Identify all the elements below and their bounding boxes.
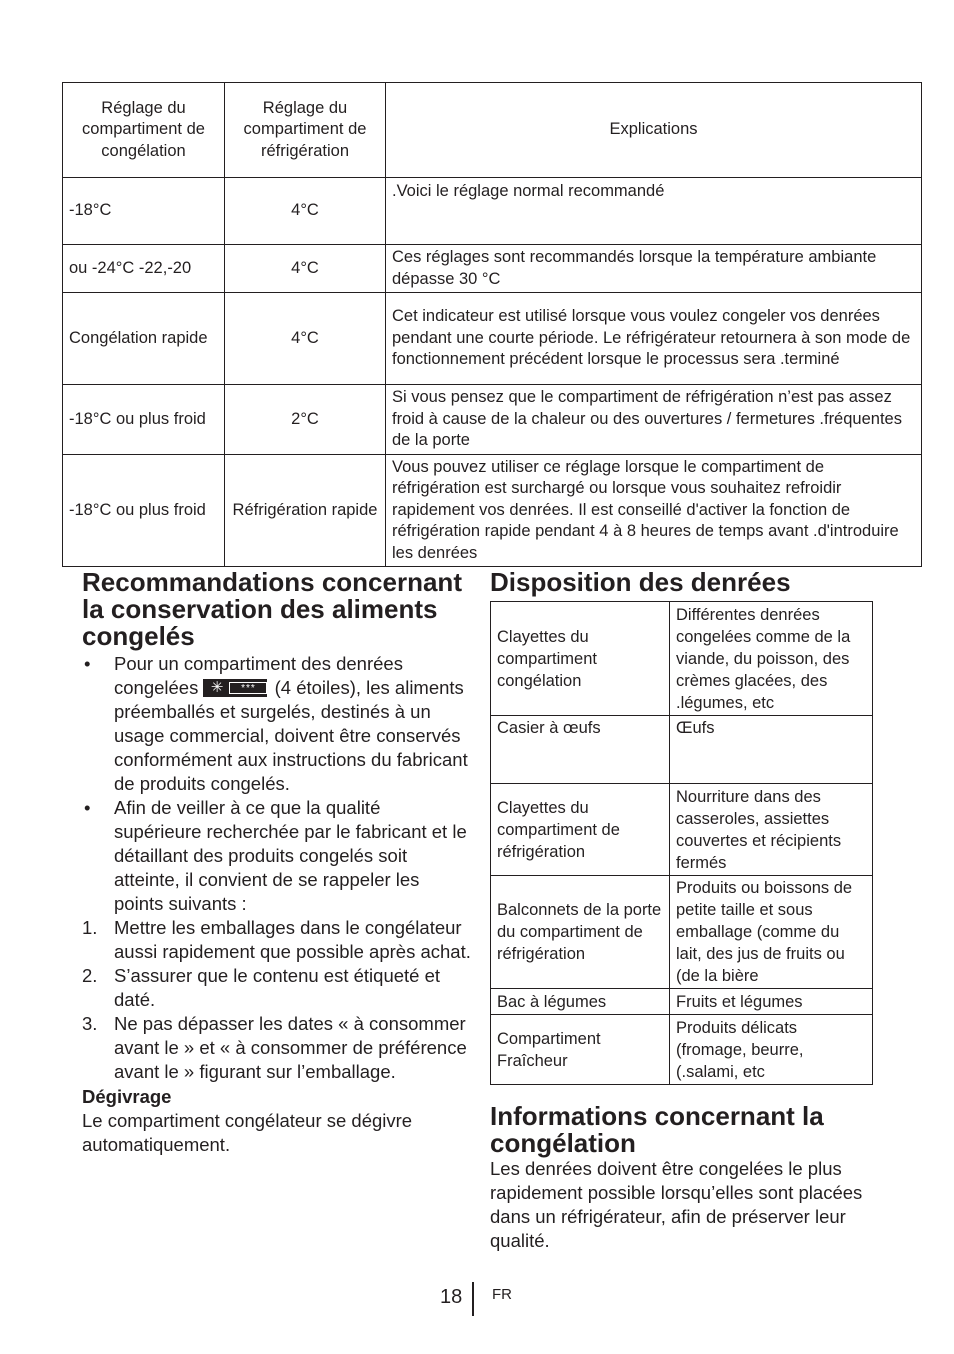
step-number: 2.: [82, 965, 98, 986]
step-text: S’assurer que le contenu est étiqueté et daté.: [114, 965, 441, 1010]
freezer-setting-cell: Congélation rapide: [63, 293, 225, 385]
bullet-marker: •: [84, 653, 91, 674]
placement-table: [490, 601, 873, 1085]
table-row: [491, 716, 873, 784]
table-row: [491, 784, 873, 876]
explanation-cell: Vous pouvez utiliser ce réglage lorsque le compartiment de réfrigération est surchargé ou lorsque vous souhaitez refroidir rapidement vos denrées. Il est conseillé d'activer la fonction de réfrigération rapide pendant 4 à 8 heures de temps avant .d'introduire les denrées: [386, 455, 922, 567]
list-item: [82, 916, 472, 964]
food-cell: Fruits et légumes: [670, 989, 873, 1015]
header-fridge-setting: Réglage du compartiment de réfrigération: [225, 83, 386, 178]
fridge-setting-cell: 4°C: [225, 245, 386, 293]
freezing-info-title: Informations concernant la congélation: [490, 1101, 824, 1158]
food-cell: Œufs: [670, 716, 873, 784]
explanation-cell: Cet indicateur est utilisé lorsque vous voulez congeler vos denrées pendant une courte période. Le réfrigérateur retournera à son mode de fonctionnement précédent lorsque le processus sera .terminé: [386, 293, 922, 385]
freezing-info-text: Les denrées doivent être congelées le plus rapidement possible lorsqu’elles sont placées dans un réfrigérateur, afin de préserver leur qualité.: [490, 1158, 863, 1251]
placement-section: [490, 569, 880, 1253]
compartment-cell: Clayettes du compartiment congélation: [491, 602, 670, 716]
table-row: [491, 989, 873, 1015]
freezer-setting-cell: -18°C ou plus froid: [63, 385, 225, 455]
compartment-cell: Bac à légumes: [491, 989, 670, 1015]
stars-label: ***: [229, 682, 267, 694]
table-row: [491, 1015, 873, 1085]
table-row: [63, 455, 922, 567]
freezer-setting-cell: ou -24°C -22,-20: [63, 245, 225, 293]
step-number: 3.: [82, 1013, 98, 1034]
table-row: [63, 293, 922, 385]
compartment-cell: Balconnets de la porte du compartiment de réfrigération: [491, 876, 670, 989]
defrost-title: Dégivrage: [82, 1086, 172, 1107]
fridge-setting-cell: 4°C: [225, 293, 386, 385]
list-item: [82, 964, 472, 1012]
freezer-setting-cell: -18°C ou plus froid: [63, 455, 225, 567]
list-item: [82, 652, 472, 796]
bullet2-text: Afin de veiller à ce que la qualité supérieure recherchée par le fabricant et le détaillant des produits congelés soit atteinte, il convient de se rappeler les points suivants :: [114, 797, 467, 914]
table-row: [63, 385, 922, 455]
settings-header-row: [63, 83, 922, 178]
compartment-cell: Compartiment Fraîcheur: [491, 1015, 670, 1085]
table-row: [491, 602, 873, 716]
step-number: 1.: [82, 917, 98, 938]
recommendations-section: [82, 569, 472, 1157]
compartment-cell: Casier à œufs: [491, 716, 670, 784]
fridge-setting-cell: Réfrigération rapide: [225, 455, 386, 567]
header-explanations: Explications: [386, 83, 922, 178]
food-cell: Différentes denrées congelées comme de la viande, du poisson, des crèmes glacées, des .légumes, etc: [670, 602, 873, 716]
list-item: [82, 796, 472, 916]
placement-title: Disposition des denrées: [490, 567, 791, 597]
footer-divider: [472, 1282, 474, 1316]
recommendations-title: Recommandations concernant la conservation des aliments congelés: [82, 567, 462, 651]
explanation-cell: Ces réglages sont recommandés lorsque la température ambiante dépasse 30 °C: [386, 245, 922, 293]
bullet1-post-text: (4 étoiles), les aliments préemballés et surgelés, destinés à un usage commercial, doivent être conservés conformément aux instructions du fabricant de produits congelés.: [114, 677, 468, 794]
table-row: [491, 876, 873, 989]
fridge-setting-cell: 2°C: [225, 385, 386, 455]
settings-table: [62, 82, 922, 567]
food-cell: Nourriture dans des casseroles, assiettes couvertes et récipients fermés: [670, 784, 873, 876]
list-item: [82, 1012, 472, 1084]
bullet1-pre-text: Pour un compartiment des denrées congelées: [114, 653, 403, 698]
four-star-freezer-icon: [203, 679, 267, 697]
compartment-cell: Clayettes du compartiment de réfrigération: [491, 784, 670, 876]
bullet-marker: •: [84, 797, 91, 818]
language-code: FR: [492, 1286, 512, 1303]
explanation-cell: Si vous pensez que le compartiment de réfrigération n’est pas assez froid à cause de la chaleur ou des ouvertures / fermetures .fréquentes de la porte: [386, 385, 922, 455]
recommendations-list: [82, 652, 472, 1084]
step-text: Ne pas dépasser les dates « à consommer avant le » et « à consommer de préférence avant le » figurant sur l’emballage.: [114, 1013, 467, 1082]
fridge-setting-cell: 4°C: [225, 178, 386, 245]
defrost-text: Le compartiment congélateur se dégivre automatiquement.: [82, 1110, 413, 1155]
step-text: Mettre les emballages dans le congélateur aussi rapidement que possible après achat.: [114, 917, 471, 962]
freezer-setting-cell: -18°C: [63, 178, 225, 245]
snowflake-icon: ✳: [210, 679, 225, 696]
food-cell: Produits délicats (fromage, beurre, (.salami, etc: [670, 1015, 873, 1085]
table-row: [63, 178, 922, 245]
explanation-cell: .Voici le réglage normal recommandé: [386, 178, 922, 245]
table-row: [63, 245, 922, 293]
header-freezer-setting: Réglage du compartiment de congélation: [63, 83, 225, 178]
food-cell: Produits ou boissons de petite taille et sous emballage (comme du lait, des jus de fruits ou (de la bière: [670, 876, 873, 989]
page-number: 18: [440, 1286, 463, 1308]
